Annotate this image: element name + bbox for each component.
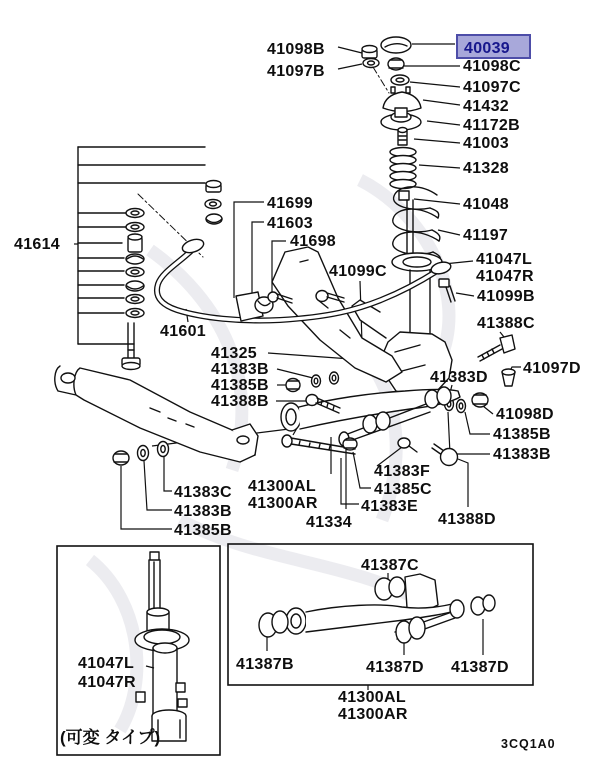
callout-41698: 41698 <box>290 233 336 250</box>
bolt-41388D <box>432 444 458 466</box>
variant-note-label: (可変 タイプ) <box>60 728 161 747</box>
strut-variant-drawing <box>135 552 189 741</box>
callout-41197: 41197 <box>463 227 509 244</box>
callout-41300AL-mid: 41300AL <box>248 478 316 495</box>
bushing-41387D-right <box>471 595 495 615</box>
callout-41047L: 41047L <box>476 251 533 268</box>
callout-41385C: 41385C <box>374 481 432 498</box>
lower-arm-sub-drawing <box>259 574 495 643</box>
callout-41383B-mid: 41383B <box>211 361 269 378</box>
nut-41385B-mid <box>286 379 300 392</box>
callout-41047R: 41047R <box>476 268 534 285</box>
callout-41097C: 41097C <box>463 79 521 96</box>
callout-40039[interactable]: 40039 <box>464 40 510 57</box>
callout-41098D: 41098D <box>496 406 554 423</box>
fasteners-bottom-left <box>113 442 169 466</box>
callout-41383B-bl: 41383B <box>174 503 232 520</box>
callout-41383C: 41383C <box>174 484 232 501</box>
drawing-code-label: 3CQ1A0 <box>501 737 556 751</box>
callout-41601: 41601 <box>160 323 206 340</box>
callout-41385B-mid: 41385B <box>211 377 269 394</box>
callout-41432: 41432 <box>463 98 509 115</box>
highlighted-part-callout[interactable] <box>457 35 530 58</box>
callout-41099B: 41099B <box>477 288 535 305</box>
nut-41098D <box>472 393 488 407</box>
callout-41300AL-bottom: 41300AL <box>338 689 406 706</box>
dust-cover-41328 <box>390 148 416 189</box>
callout-41388C: 41388C <box>477 315 535 332</box>
callout-41047L-box: 41047L <box>78 655 135 672</box>
callout-41383B-right: 41383B <box>493 446 551 463</box>
washer-cone-41097D <box>502 369 515 386</box>
callout-41387D-mid: 41387D <box>366 659 424 676</box>
callout-41387D-right: 41387D <box>451 659 509 676</box>
callout-41048: 41048 <box>463 196 509 213</box>
callout-41325: 41325 <box>211 345 257 362</box>
callout-41334: 41334 <box>306 514 352 531</box>
nut-41385C <box>343 438 357 450</box>
callout-41300AR-mid: 41300AR <box>248 495 318 512</box>
callout-41003: 41003 <box>463 135 509 152</box>
callout-41383E: 41383E <box>361 498 418 515</box>
callout-41097D: 41097D <box>523 360 581 377</box>
callout-41385B-bl: 41385B <box>174 522 232 539</box>
callout-41300AR-bottom: 41300AR <box>338 706 408 723</box>
callout-41388B: 41388B <box>211 393 269 410</box>
leader-lines <box>74 44 521 690</box>
callout-41099C: 41099C <box>329 263 387 280</box>
callout-41387C: 41387C <box>361 557 419 574</box>
callout-41388D: 41388D <box>438 511 496 528</box>
callout-41047R-box: 41047R <box>78 674 136 691</box>
callout-41098B: 41098B <box>267 41 325 58</box>
bushing-41387B <box>259 611 288 637</box>
bolt-41099B <box>439 279 449 287</box>
bolt-41388C <box>478 335 515 361</box>
callout-41328: 41328 <box>463 160 509 177</box>
callout-41098C: 41098C <box>463 58 521 75</box>
callout-41385B-right: 41385B <box>493 426 551 443</box>
callout-41614: 41614 <box>14 236 60 253</box>
callout-41383F: 41383F <box>374 463 431 480</box>
callout-41387B: 41387B <box>236 656 294 673</box>
callout-41699: 41699 <box>267 195 313 212</box>
bump-stop-41048 <box>399 191 409 200</box>
callout-41097B: 41097B <box>267 63 325 80</box>
callout-41603: 41603 <box>267 215 313 232</box>
callout-41172B: 41172B <box>463 117 520 134</box>
callout-41383D: 41383D <box>430 369 488 386</box>
strut-top-hardware-drawing <box>362 37 421 145</box>
washer-41383D-2 <box>457 400 466 413</box>
